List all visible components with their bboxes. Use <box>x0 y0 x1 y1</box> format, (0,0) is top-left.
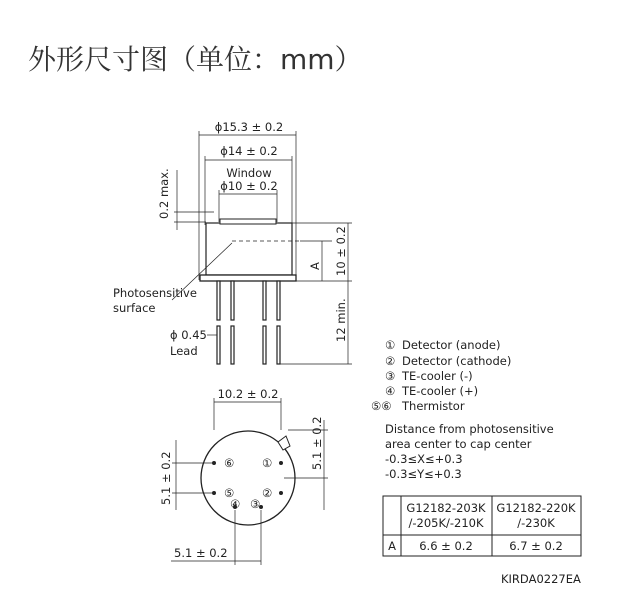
legend-num-1: ① <box>385 338 396 352</box>
lead-label: Lead <box>170 344 198 358</box>
pin-1: ① <box>262 456 273 470</box>
table-header-2-line-2: /-230K <box>517 516 555 530</box>
pin-6: ⑥ <box>224 456 235 470</box>
legend-num-3: ③ <box>385 369 396 383</box>
photosensitive-label-1: Photosensitive <box>113 286 197 300</box>
table-header-1-line-2: /-205K/-210K <box>408 516 484 530</box>
drawing-code: KIRDA0227EA <box>501 572 581 586</box>
legend-text-2: Detector (cathode) <box>402 354 512 368</box>
dim-bottom: 5.1 ± 0.2 <box>174 546 228 560</box>
leads <box>217 281 280 364</box>
dim-left: 5.1 ± 0.2 <box>159 451 173 505</box>
bottom-view <box>159 387 328 565</box>
side-view <box>113 120 352 364</box>
legend-num-2: ② <box>385 354 396 368</box>
pin-2: ② <box>262 486 273 500</box>
dim-right: 5.1 ± 0.2 <box>310 416 324 470</box>
page-title: 外形尺寸图（单位：mm） <box>28 43 363 76</box>
dim-max: 0.2 max. <box>157 168 171 219</box>
legend-text-4: TE-cooler (+) <box>402 384 479 398</box>
lead-diameter: ϕ 0.45 <box>170 328 207 342</box>
photosensitive-label-2: surface <box>113 301 156 315</box>
note-line-3: -0.3≤X≤+0.3 <box>385 452 463 466</box>
dim-window-diameter: ϕ10 ± 0.2 <box>220 179 278 193</box>
table-header-2-line-1: G12182-220K <box>496 501 576 515</box>
dim-pin-span: 10.2 ± 0.2 <box>217 387 279 401</box>
table-cell-2: 6.7 ± 0.2 <box>509 539 563 553</box>
table-header-1-line-1: G12182-203K <box>406 501 486 515</box>
dim-outer-diameter: ϕ15.3 ± 0.2 <box>214 120 284 134</box>
variant-table <box>383 496 581 556</box>
pin-5: ⑤ <box>224 486 235 500</box>
dim-height: 10 ± 0.2 <box>334 226 348 276</box>
dim-lead-length: 12 min. <box>334 298 348 342</box>
table-cell-1: 6.6 ± 0.2 <box>419 539 473 553</box>
pin-legend <box>371 338 554 481</box>
legend-num-4: ④ <box>385 384 396 398</box>
note-line-4: -0.3≤Y≤+0.3 <box>385 467 462 481</box>
table-row-label: A <box>388 539 396 553</box>
dim-cap-diameter: ϕ14 ± 0.2 <box>220 144 278 158</box>
legend-text-1: Detector (anode) <box>402 338 501 352</box>
note-line-1: Distance from photosensitive <box>385 422 554 436</box>
note-line-2: area center to cap center <box>385 437 532 451</box>
dim-a: A <box>308 262 322 270</box>
legend-text-3: TE-cooler (-) <box>402 369 473 383</box>
pin-4: ④ <box>230 497 241 511</box>
legend-num-5: ⑤⑥ <box>371 399 392 413</box>
pin-3: ③ <box>250 497 261 511</box>
window-label: Window <box>226 166 272 180</box>
legend-text-5: Thermistor <box>402 399 465 413</box>
